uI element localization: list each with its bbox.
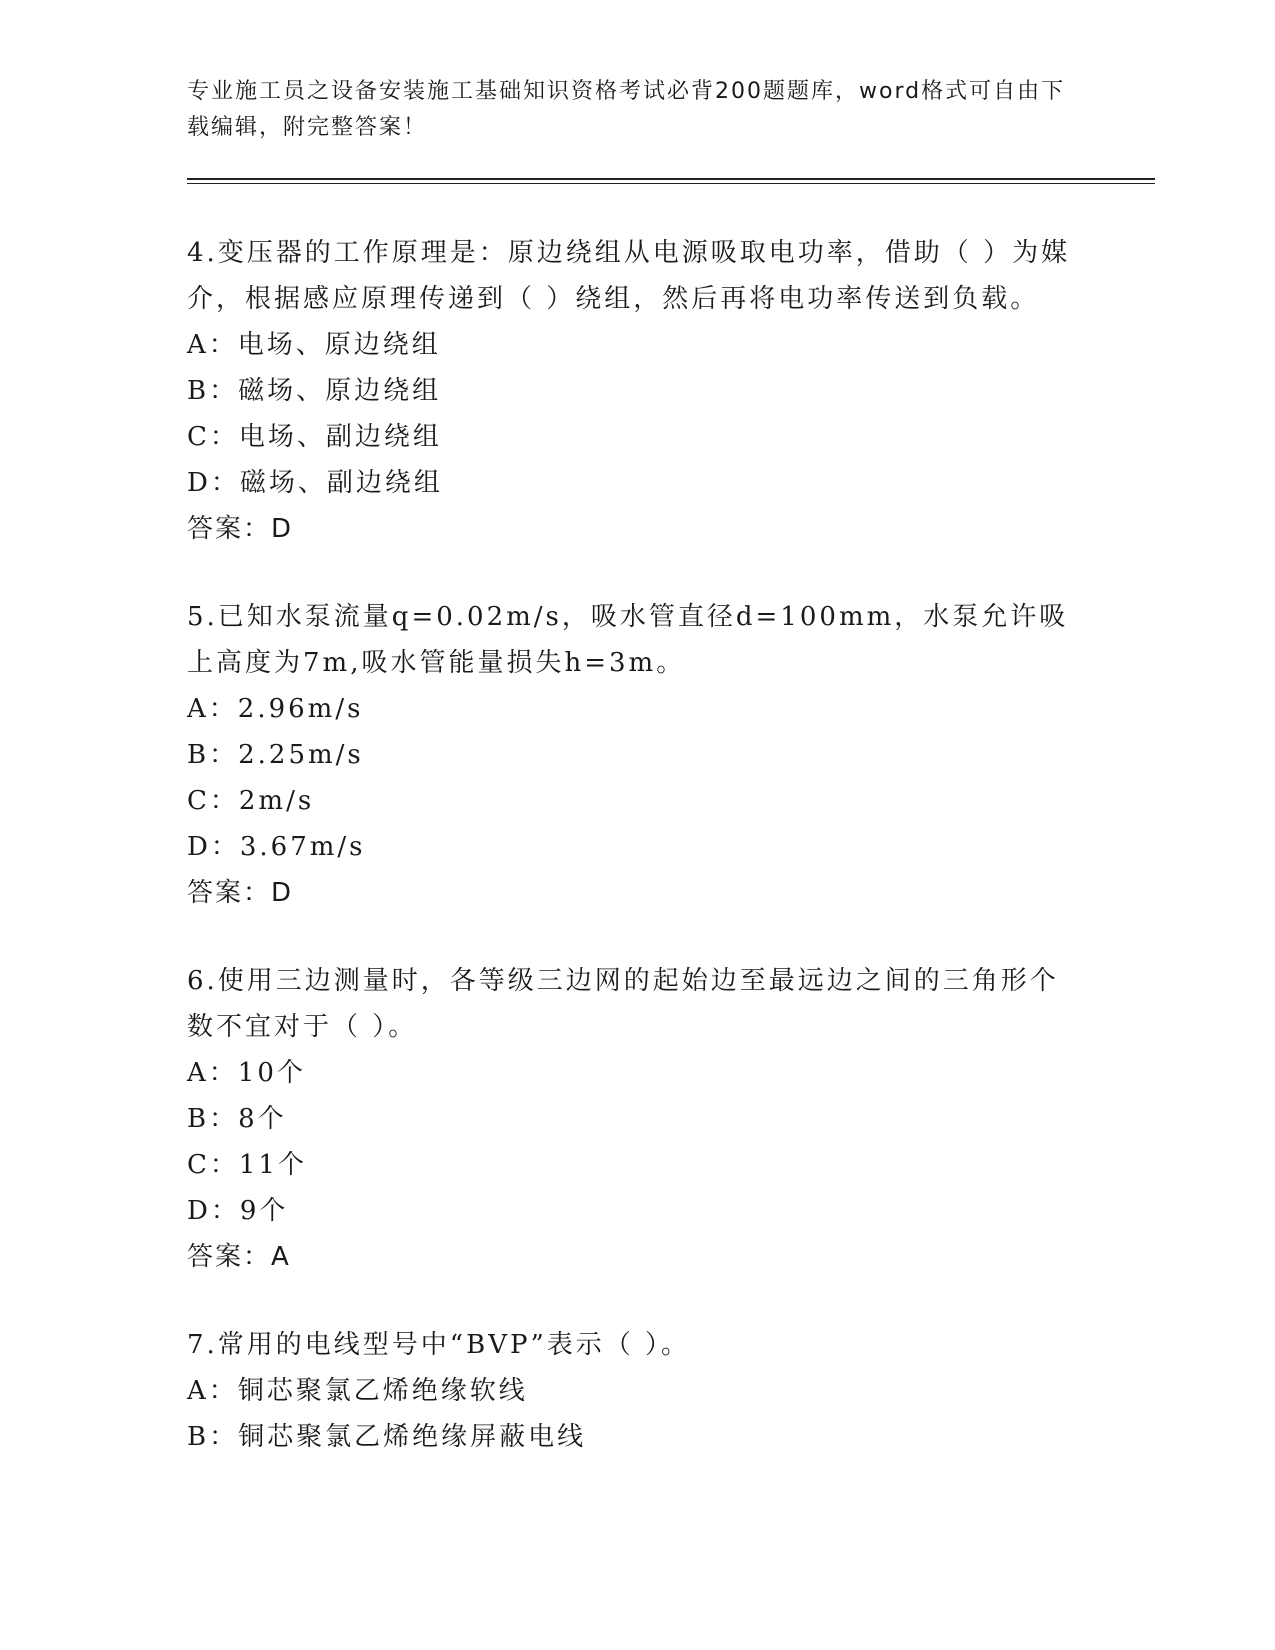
option-c: C：2m/s xyxy=(187,786,315,816)
option-d: D：3.67m/s xyxy=(187,832,366,862)
question-stem: 6.使用三边测量时，各等级三边网的起始边至最远边之间的三角形个数不宜对于（ ）。 xyxy=(187,966,1059,1042)
option-a: A：10个 xyxy=(187,1058,306,1088)
spacer xyxy=(187,1280,1087,1322)
option-b: B：铜芯聚氯乙烯绝缘屏蔽电线 xyxy=(187,1422,587,1452)
spacer xyxy=(187,552,1087,594)
option-b: B：8个 xyxy=(187,1104,287,1134)
option-b: B：2.25m/s xyxy=(187,740,364,770)
answer: 答案：D xyxy=(187,514,294,544)
spacer xyxy=(187,916,1087,958)
page-header-title: 专业施工员之设备安装施工基础知识资格考试必背200题题库，word格式可自由下载编辑，附完整答案！ xyxy=(187,79,1066,140)
option-d: D：磁场、副边绕组 xyxy=(187,468,443,498)
option-a: A：铜芯聚氯乙烯绝缘软线 xyxy=(187,1376,528,1406)
question-stem: 7.常用的电线型号中“BVP”表示（ ）。 xyxy=(187,1330,691,1360)
option-d: D：9个 xyxy=(187,1196,289,1226)
option-c: C：电场、副边绕组 xyxy=(187,422,442,452)
question-stem: 4.变压器的工作原理是：原边绕组从电源吸取电功率，借助（ ）为媒介，根据感应原理传递到（ ）绕组，然后再将电功率传送到负载。 xyxy=(187,238,1071,314)
question-stem: 5.已知水泵流量q=0.02m/s，吸水管直径d=100mm，水泵允许吸上高度为7m,吸水管能量损失h=3m。 xyxy=(187,602,1069,678)
question-5 xyxy=(187,594,1087,916)
question-7 xyxy=(187,1322,1087,1460)
answer: 答案：A xyxy=(187,1242,291,1272)
option-c: C：11个 xyxy=(187,1150,307,1180)
header-divider xyxy=(187,178,1155,184)
answer: 答案：D xyxy=(187,878,294,908)
question-list xyxy=(187,230,1087,1460)
question-6 xyxy=(187,958,1087,1280)
option-a: A：2.96m/s xyxy=(187,694,364,724)
option-a: A：电场、原边绕组 xyxy=(187,330,441,360)
option-b: B：磁场、原边绕组 xyxy=(187,376,442,406)
question-4 xyxy=(187,230,1087,552)
